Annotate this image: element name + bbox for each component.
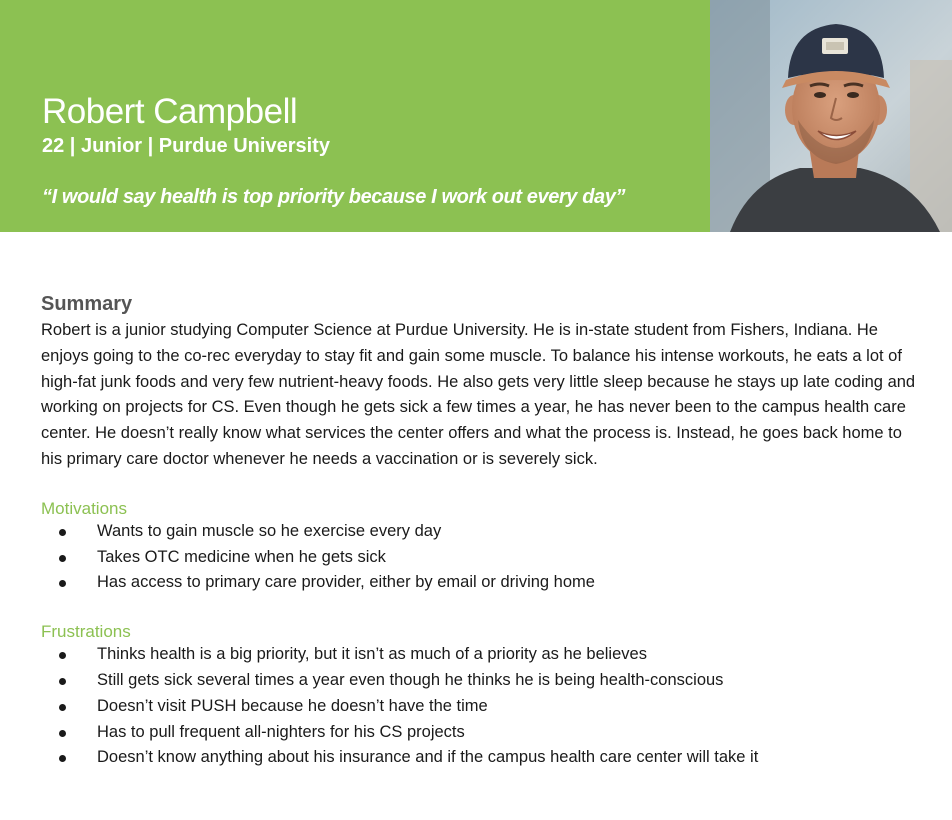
list-item-text: Has to pull frequent all-nighters for his CS projects: [97, 722, 465, 741]
list-item: [41, 668, 921, 694]
summary-text: Robert is a junior studying Computer Science at Purdue University. He is in-state student from Fishers, Indiana. He enjoys going to the co-rec everyday to stay fit and gain some muscle. To balance his intense workouts, he eats a lot of high-fat junk foods and very few nutrient-heavy foods. He also gets very little sleep because he stays up late coding and working on projects for CS. Even though he gets sick a few times a year, he has never been to the campus health care center. He doesn’t really know what services the center offers and what the process is. Instead, he goes back home to his primary care doctor whenever he needs a vaccination or is severely sick.: [41, 321, 916, 468]
bullet-icon: [59, 730, 66, 737]
frustrations-heading: Frustrations: [41, 622, 131, 642]
persona-quote: “I would say health is top priority because I work out every day”: [42, 186, 626, 208]
list-item: [41, 570, 921, 596]
list-item: [41, 720, 921, 746]
persona-name: Robert Campbell: [42, 92, 298, 131]
list-item-text: Doesn’t visit PUSH because he doesn’t have the time: [97, 696, 488, 715]
persona-photo: [710, 0, 952, 232]
list-item-text: Wants to gain muscle so he exercise every day: [97, 521, 442, 540]
bullet-icon: [59, 704, 66, 711]
persona-content: [41, 293, 921, 771]
list-item-text: Has access to primary care provider, either by email or driving home: [97, 573, 595, 592]
motivations-heading: Motivations: [41, 498, 127, 518]
motivations-list: [41, 519, 921, 596]
list-item-text: Doesn’t know anything about his insurance and if the campus health care center will take it: [97, 748, 759, 767]
list-item-text: Still gets sick several times a year even though he thinks he is being health-conscious: [97, 670, 724, 689]
list-item-text: Takes OTC medicine when he gets sick: [97, 547, 386, 566]
persona-header: [0, 0, 710, 232]
summary-heading: Summary: [41, 293, 133, 315]
list-item: [41, 745, 921, 771]
bullet-icon: [59, 755, 66, 762]
list-item: [41, 642, 921, 668]
list-item-text: Thinks health is a big priority, but it isn’t as much of a priority as he believes: [97, 645, 647, 664]
list-item: [41, 694, 921, 720]
bullet-icon: [59, 580, 66, 587]
frustrations-list: [41, 642, 921, 771]
list-item: [41, 545, 921, 571]
bullet-icon: [59, 678, 66, 685]
list-item: [41, 519, 921, 545]
bullet-icon: [59, 652, 66, 659]
bullet-icon: [59, 529, 66, 536]
bullet-icon: [59, 555, 66, 562]
persona-subtitle: 22 | Junior | Purdue University: [42, 135, 330, 157]
